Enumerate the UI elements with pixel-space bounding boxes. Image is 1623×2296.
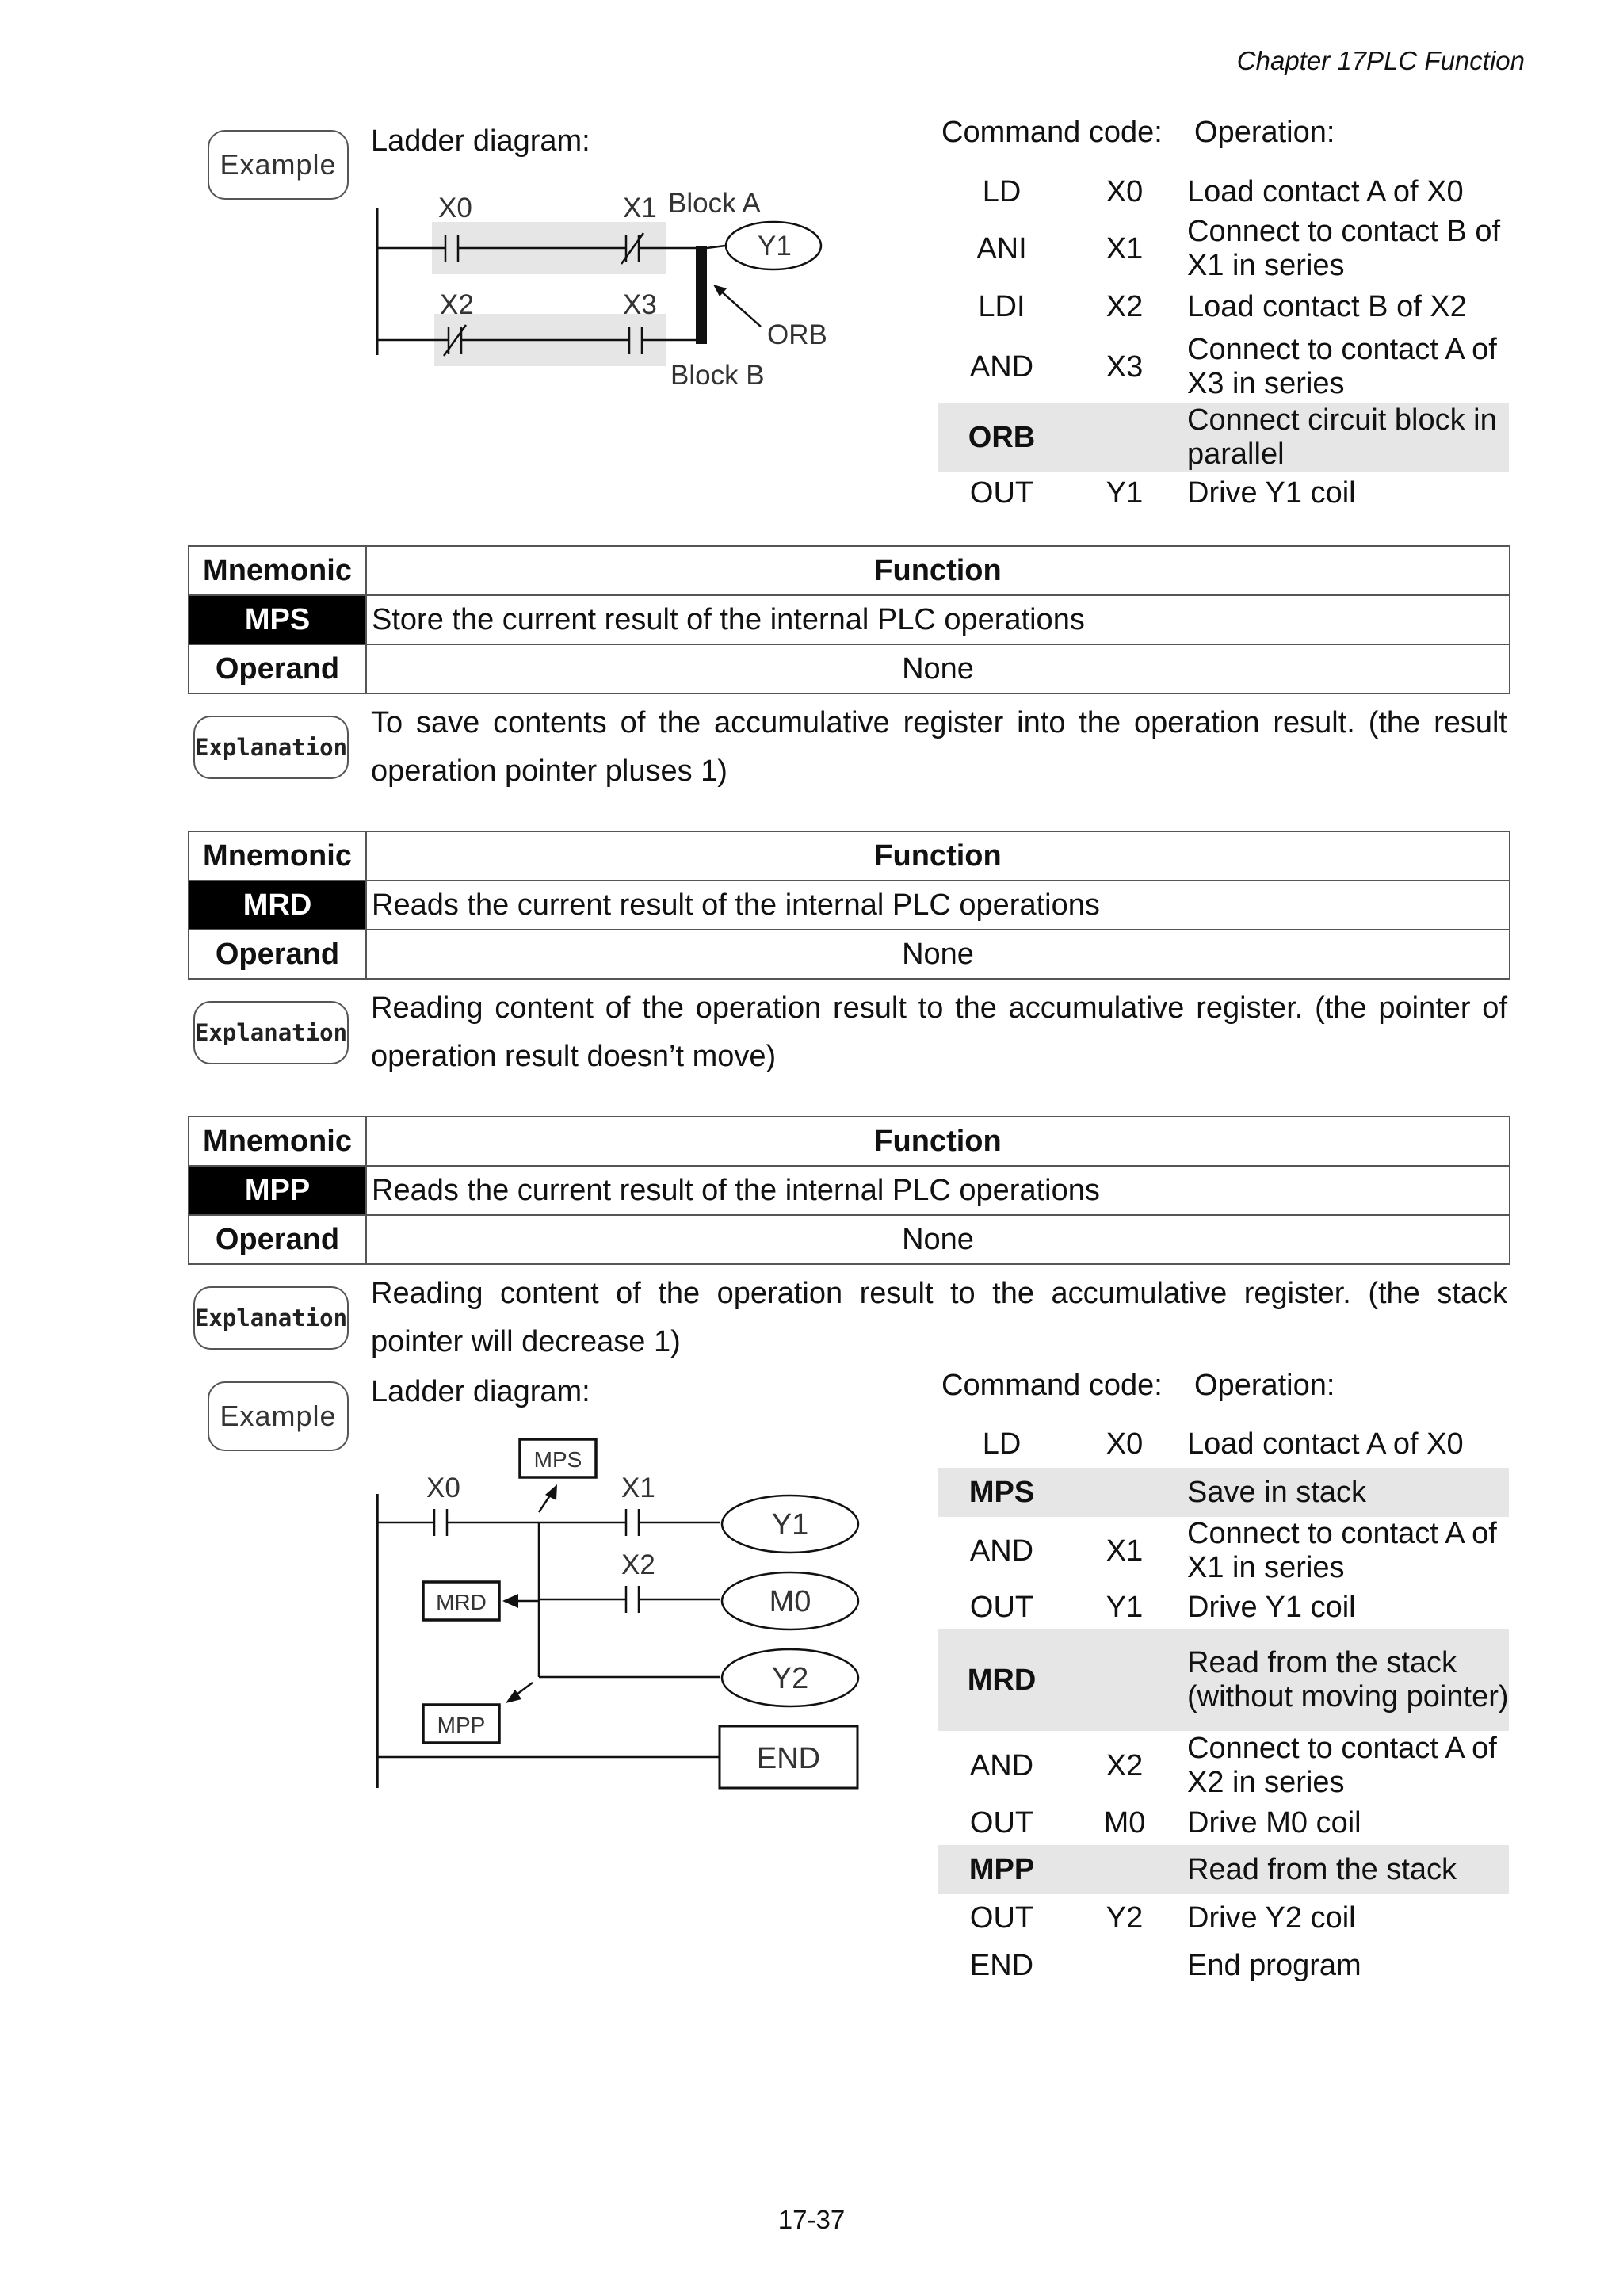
label-m0: M0	[769, 1585, 812, 1618]
label-x1: X1	[623, 193, 657, 223]
chapter-header: Chapter 17PLC Function	[1236, 46, 1525, 75]
explanation-badge: Explanation	[193, 1286, 349, 1350]
label-mrd: MRD	[436, 1590, 487, 1614]
label-mps: MPS	[533, 1447, 582, 1472]
command-row: LDI X2 Load contact B of X2	[978, 289, 1467, 323]
mrd-explanation: Reading content of the operation result to the accumulative register. (the pointer of operation result doesn’t move)	[371, 991, 1507, 1073]
mps-table: Mnemonic Function MPS Store the current result of the internal PLC operations Operand None	[188, 545, 1510, 694]
command-row: OUT Y2 Drive Y2 coil	[969, 1901, 1356, 1935]
label-x1: X1	[621, 1473, 655, 1503]
label-block-b: Block B	[670, 360, 765, 391]
label-y2: Y2	[771, 1662, 809, 1695]
label-mpp: MPP	[437, 1713, 486, 1737]
explanation-badge: Explanation	[193, 716, 349, 779]
command-code-header: Command code:	[941, 1369, 1163, 1402]
command-row: LD X0 Load contact A of X0	[982, 174, 1464, 208]
operation-header: Operation:	[1194, 1369, 1335, 1402]
command-row: AND X2 Connect to contact A of X2 in series	[969, 1732, 1497, 1799]
ladder-diagram-label: Ladder diagram:	[371, 1375, 590, 1408]
command-row: END End program	[969, 1948, 1361, 1982]
label-orb: ORB	[767, 319, 827, 350]
ladder-diagram-label: Ladder diagram:	[371, 124, 590, 158]
command-row-orb: ORB Connect circuit block in parallel	[938, 403, 1509, 472]
mnemonic-mpp: MPP	[189, 1166, 366, 1215]
label-y1: Y1	[771, 1508, 809, 1541]
label-y1: Y1	[758, 231, 792, 262]
mpp-table: Mnemonic Function MPP Reads the current result of the internal PLC operations Operand None	[188, 1116, 1510, 1265]
example-badge: Example	[208, 130, 349, 200]
label-x3: X3	[623, 289, 657, 320]
explanation-badge: Explanation	[193, 1001, 349, 1064]
page-number: 17-37	[777, 2205, 846, 2234]
mnemonic-mps: MPS	[189, 595, 366, 644]
command-row-mrd: MRD Read from the stack (without moving pointer)	[938, 1629, 1509, 1731]
label-x0: X0	[438, 193, 472, 223]
mps-explanation: To save contents of the accumulative register into the operation result. (the result operation pointer pluses 1)	[371, 706, 1507, 788]
command-row: OUT M0 Drive M0 coil	[969, 1805, 1361, 1839]
mrd-table: Mnemonic Function MRD Reads the current result of the internal PLC operations Operand None	[188, 831, 1510, 980]
orb-bar	[696, 246, 707, 344]
command-row: AND X3 Connect to contact A of X3 in series	[969, 333, 1497, 400]
example-badge: Example	[208, 1381, 349, 1451]
command-list-2	[938, 1420, 1509, 1989]
label-end: END	[756, 1742, 821, 1775]
mnemonic-mrd: MRD	[189, 881, 366, 930]
label-x0: X0	[426, 1473, 460, 1503]
label-x2: X2	[621, 1549, 655, 1580]
command-row: ANI X1 Connect to contact B of X1 in series	[976, 215, 1501, 282]
command-list-1	[938, 169, 1509, 514]
command-row: AND X1 Connect to contact A of X1 in series	[969, 1517, 1497, 1584]
mpp-explanation: Reading content of the operation result to the accumulative register. (the stack pointer will decrease 1)	[371, 1277, 1507, 1358]
operation-header: Operation:	[1194, 116, 1335, 149]
command-code-header: Command code:	[941, 116, 1163, 149]
label-x2: X2	[440, 289, 474, 320]
command-row: LD X0 Load contact A of X0	[982, 1427, 1464, 1461]
command-row-mpp: MPP Read from the stack	[938, 1845, 1509, 1894]
command-row: OUT Y1 Drive Y1 coil	[969, 476, 1356, 510]
command-row: OUT Y1 Drive Y1 coil	[969, 1590, 1356, 1624]
command-row-mps: MPS Save in stack	[938, 1468, 1509, 1517]
label-block-a: Block A	[668, 188, 761, 219]
